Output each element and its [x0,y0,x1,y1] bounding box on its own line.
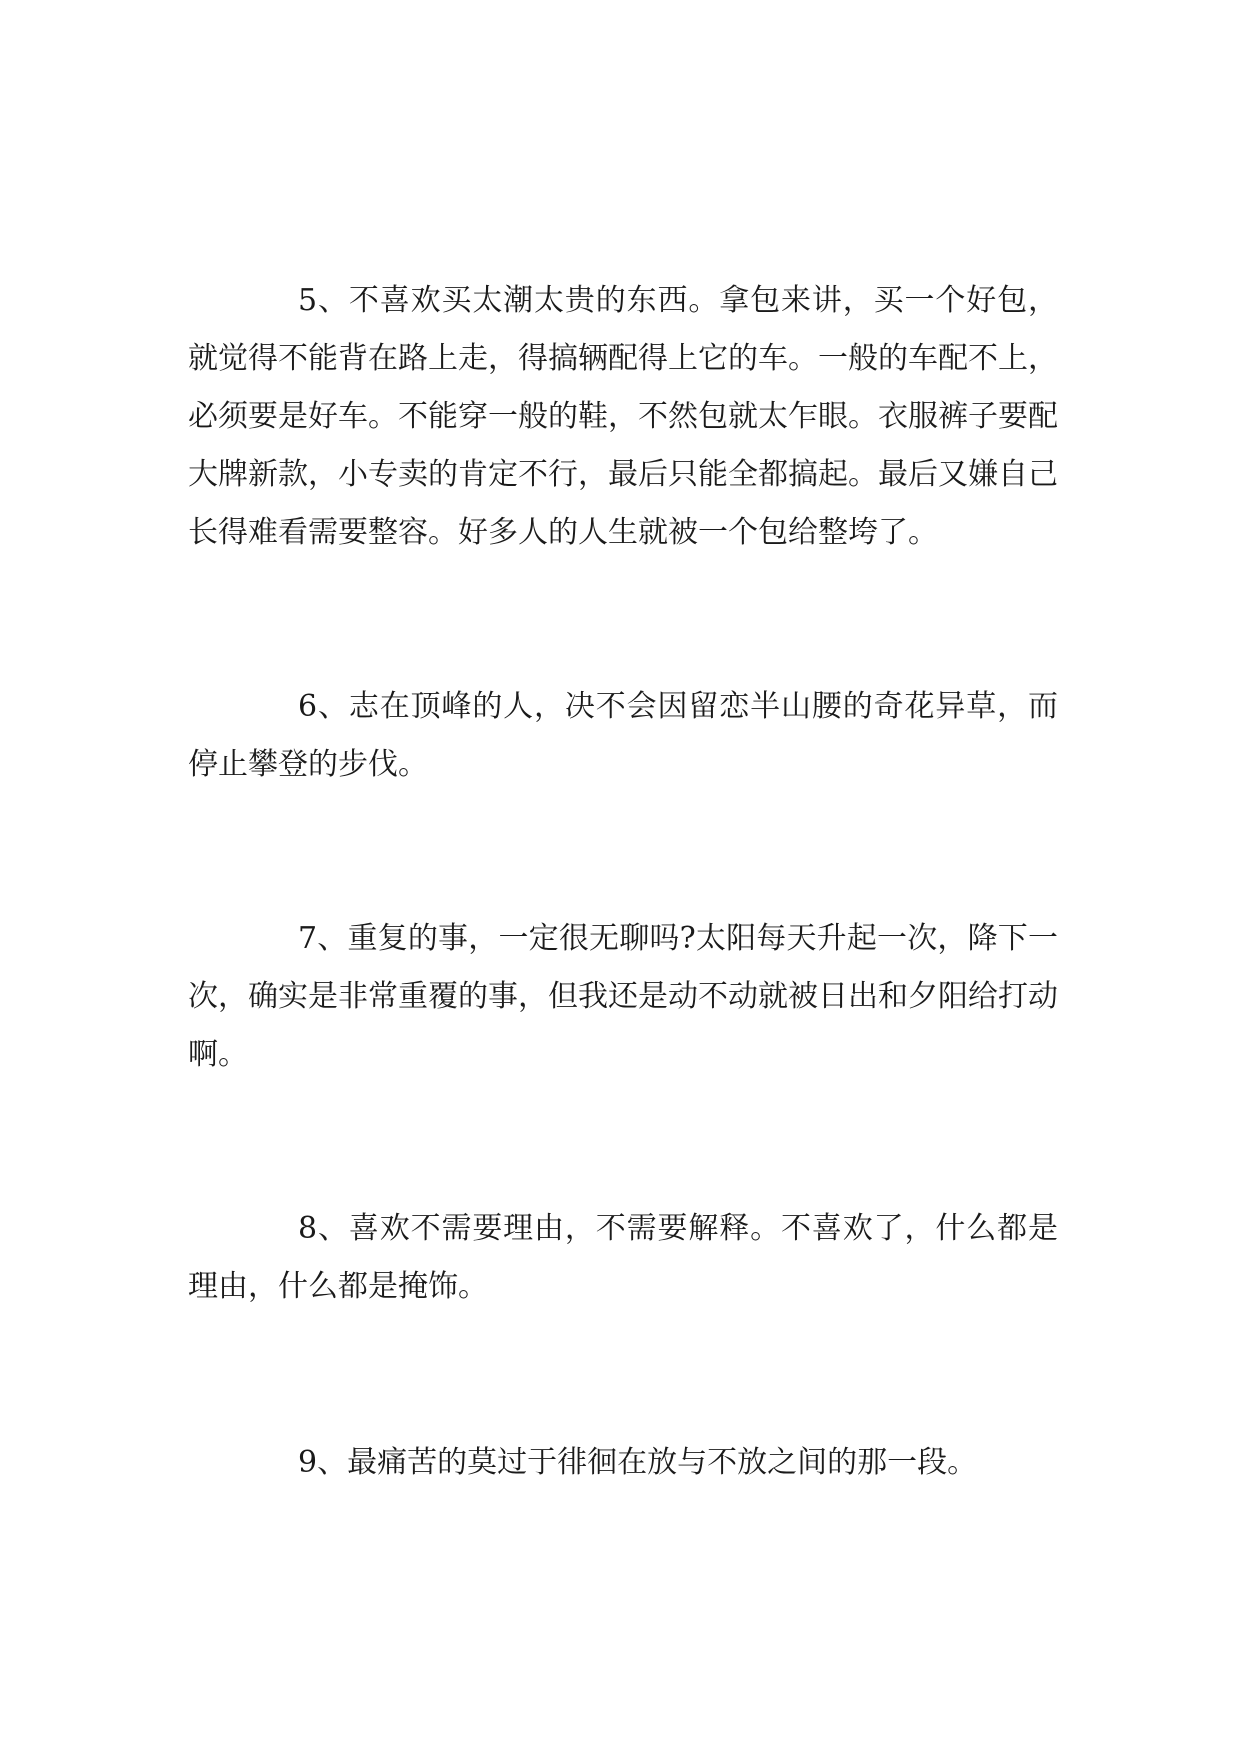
document-body [188,272,1058,1492]
paragraph-9: 9、最痛苦的莫过于徘徊在放与不放之间的那一段。 [298,1445,978,1480]
paragraph-7: 7、重复的事，一定很无聊吗?太阳每天升起一次，降下一次，确实是非常重覆的事，但我还是动不动就被日出和夕阳给打动啊。 [188,921,1058,1072]
paragraph-6: 6、志在顶峰的人，决不会因留恋半山腰的奇花异草，而停止攀登的步伐。 [188,689,1058,782]
paragraph-5: 5、不喜欢买太潮太贵的东西。拿包来讲，买一个好包，就觉得不能背在路上走，得搞辆配得上它的车。一般的车配不上，必须要是好车。不能穿一般的鞋，不然包就太乍眼。衣服裤子要配大牌新款，小专卖的肯定不行，最后只能全都搞起。最后又嫌自己长得难看需要整容。好多人的人生就被一个包给整垮了。 [188,283,1058,550]
paragraph-8: 8、喜欢不需要理由，不需要解释。不喜欢了，什么都是理由，什么都是掩饰。 [188,1211,1058,1304]
